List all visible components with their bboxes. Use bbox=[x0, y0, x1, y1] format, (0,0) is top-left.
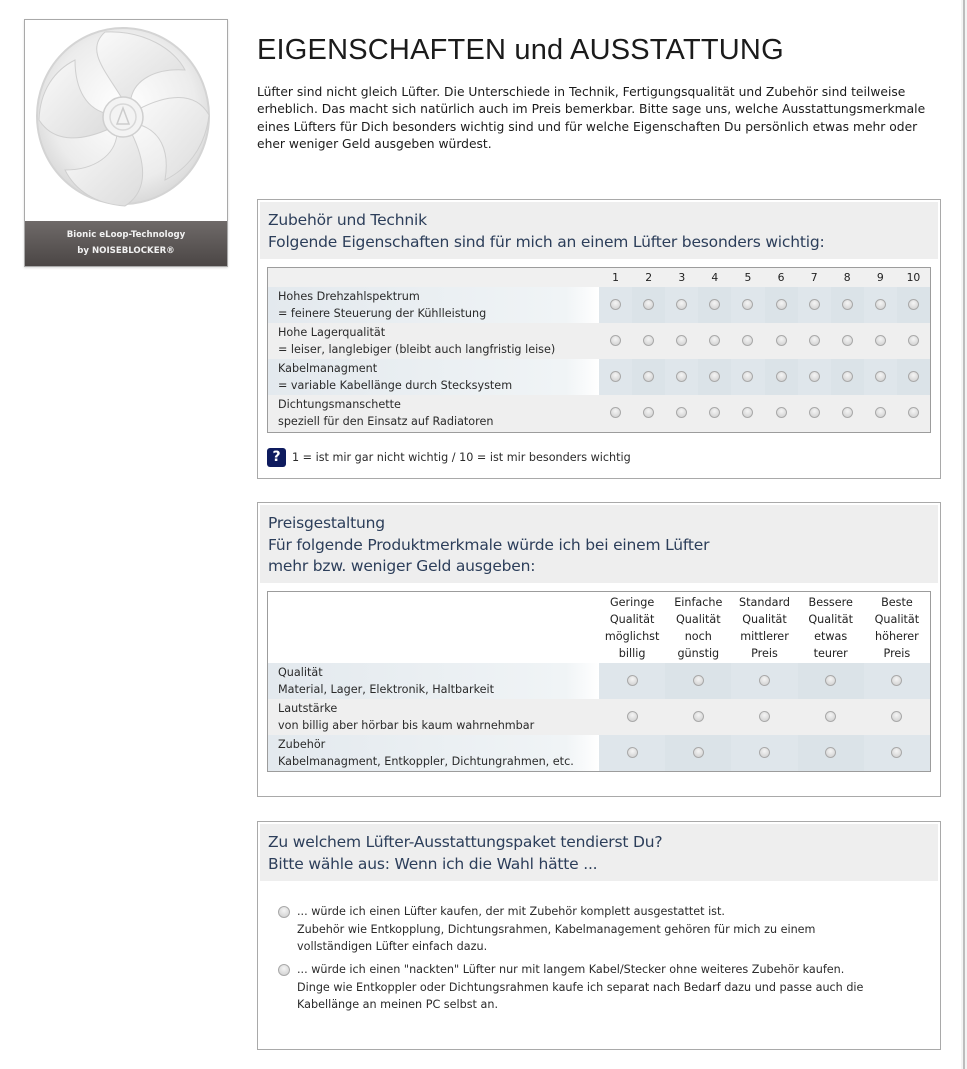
radio-rating-6[interactable] bbox=[776, 299, 787, 310]
rating-cell[interactable] bbox=[864, 287, 897, 323]
column-header-line: Preis bbox=[751, 646, 778, 660]
column-header-7: 7 bbox=[810, 271, 818, 284]
radio-rating-9[interactable] bbox=[875, 407, 886, 418]
rating-cell[interactable] bbox=[665, 359, 698, 395]
price-cell[interactable] bbox=[665, 663, 731, 699]
column-header-line: Preis bbox=[883, 646, 911, 660]
radio-price-option[interactable] bbox=[693, 711, 704, 722]
section-preisgestaltung bbox=[257, 502, 941, 797]
price-cell[interactable] bbox=[665, 735, 731, 771]
column-header-line: Qualität bbox=[676, 612, 721, 626]
row-label bbox=[268, 287, 599, 323]
rating-cell[interactable] bbox=[698, 287, 731, 323]
row-title: Kabelmanagment bbox=[278, 361, 378, 375]
row-title: Qualität bbox=[278, 665, 323, 679]
row-label bbox=[268, 699, 599, 735]
column-header bbox=[731, 592, 797, 663]
rating-cell[interactable] bbox=[731, 359, 764, 395]
column-header-line: Qualität bbox=[808, 612, 853, 626]
rating-cell[interactable] bbox=[599, 359, 632, 395]
rating-cell[interactable] bbox=[698, 395, 731, 431]
row-label bbox=[268, 735, 599, 771]
column-header-line: Standard bbox=[739, 595, 790, 609]
help-icon[interactable]: ? bbox=[267, 448, 286, 467]
section-heading bbox=[260, 824, 938, 881]
rating-cell[interactable] bbox=[798, 359, 831, 395]
column-header-line: Qualität bbox=[609, 612, 655, 626]
radio-price-option[interactable] bbox=[759, 675, 770, 686]
rating-cell[interactable] bbox=[897, 359, 930, 395]
price-cell[interactable] bbox=[798, 735, 864, 771]
radio-rating-4[interactable] bbox=[709, 335, 720, 346]
column-header-5: 5 bbox=[744, 271, 752, 284]
radio-price-option[interactable] bbox=[891, 747, 902, 758]
row-subtitle: = variable Kabellänge durch Stecksystem bbox=[278, 379, 513, 392]
rating-cell[interactable] bbox=[864, 323, 897, 359]
radio-rating-1[interactable] bbox=[610, 299, 621, 310]
window-scrollbar[interactable] bbox=[961, 0, 967, 1069]
radio-rating-5[interactable] bbox=[742, 407, 753, 418]
column-header-line: günstig bbox=[677, 646, 720, 660]
column-header-line: mittlerer bbox=[740, 629, 789, 643]
table-row bbox=[268, 663, 930, 699]
radio-price-option[interactable] bbox=[891, 675, 902, 686]
radio-price-option[interactable] bbox=[627, 711, 638, 722]
option-text-line2: Zubehör wie Entkopplung, Dichtungsrahmen, Kabelmanagement gehören für mich zu einem vollständigen Lüfter einfach dazu. bbox=[297, 922, 816, 953]
package-option-naked[interactable] bbox=[278, 961, 867, 1014]
column-header-10: 10 bbox=[906, 271, 921, 284]
radio-rating-6[interactable] bbox=[776, 407, 787, 418]
table-row bbox=[268, 287, 930, 323]
rating-cell[interactable] bbox=[632, 287, 665, 323]
price-cell[interactable] bbox=[864, 735, 930, 771]
importance-matrix bbox=[267, 267, 931, 433]
section-question: Folgende Eigenschaften sind für mich an einem Lüfter besonders wichtig: bbox=[268, 232, 825, 251]
radio-rating-7[interactable] bbox=[809, 299, 820, 310]
price-cell[interactable] bbox=[731, 663, 797, 699]
rating-cell[interactable] bbox=[864, 359, 897, 395]
radio-price-option[interactable] bbox=[627, 675, 638, 686]
radio-rating-10[interactable] bbox=[908, 371, 919, 382]
section-heading bbox=[260, 202, 938, 259]
radio-rating-5[interactable] bbox=[742, 371, 753, 382]
price-matrix bbox=[267, 591, 931, 772]
option-text: ... würde ich einen "nackten" Lüfter nur mit langem Kabel/Stecker ohne weiteres Zubehör kaufen. Dinge wie Entkoppler oder Dichtungsrahmen kaufe ich separat nach Bedarf dazu und passe auch die Kabellänge an meinen PC selbst an. bbox=[297, 963, 864, 1011]
price-cell[interactable] bbox=[798, 663, 864, 699]
promo-caption bbox=[25, 221, 227, 266]
price-cell[interactable] bbox=[798, 699, 864, 735]
radio-rating-3[interactable] bbox=[676, 371, 687, 382]
intro-text: Lüfter sind nicht gleich Lüfter. Die Unterschiede in Technik, Fertigungsqualität und Zubehör sind teilweise erheblich. Das macht sich natürlich auch im Preis bemerkbar. Bitte sage uns, welche Ausstattungsmerkmale eines Lüfters für Dich besonders wichtig sind und für welche Eigenschaften Du persönlich etwas mehr oder eher weniger Geld ausgeben würdest. bbox=[257, 85, 926, 152]
column-header bbox=[665, 592, 731, 663]
radio-price-option[interactable] bbox=[693, 747, 704, 758]
radio-rating-1[interactable] bbox=[610, 335, 621, 346]
table-row bbox=[268, 323, 930, 359]
column-header-9: 9 bbox=[876, 271, 884, 284]
rating-cell[interactable] bbox=[831, 287, 864, 323]
table-row bbox=[268, 395, 930, 431]
radio-rating-3[interactable] bbox=[676, 299, 687, 310]
radio-rating-10[interactable] bbox=[908, 335, 919, 346]
row-title: Zubehör bbox=[278, 737, 326, 751]
section-heading bbox=[260, 505, 938, 583]
column-header-line: höherer bbox=[875, 629, 919, 643]
page-title: EIGENSCHAFTEN und AUSSTATTUNG bbox=[257, 34, 784, 66]
promo-caption-line1: Bionic eLoop-Technology bbox=[66, 230, 186, 240]
section-zubehoer-technik bbox=[257, 199, 941, 479]
radio-rating-6[interactable] bbox=[776, 335, 787, 346]
section-title: Zu welchem Lüfter-Ausstattungspaket tendierst Du? bbox=[268, 833, 663, 851]
scale-hint bbox=[267, 448, 631, 467]
radio-button[interactable] bbox=[278, 964, 290, 976]
price-cell[interactable] bbox=[599, 699, 665, 735]
rating-cell[interactable] bbox=[831, 395, 864, 431]
radio-rating-9[interactable] bbox=[875, 371, 886, 382]
column-header-line: billig bbox=[618, 646, 646, 660]
column-header-4: 4 bbox=[711, 271, 719, 284]
radio-rating-8[interactable] bbox=[842, 371, 853, 382]
column-header-2: 2 bbox=[645, 271, 653, 284]
radio-button[interactable] bbox=[278, 906, 290, 918]
rating-cell[interactable] bbox=[731, 395, 764, 431]
rating-cell[interactable] bbox=[665, 395, 698, 431]
matrix-corner bbox=[268, 268, 599, 287]
radio-price-option[interactable] bbox=[759, 711, 770, 722]
fan-icon bbox=[25, 20, 227, 221]
price-cell[interactable] bbox=[731, 735, 797, 771]
rating-cell[interactable] bbox=[599, 287, 632, 323]
radio-price-option[interactable] bbox=[759, 747, 770, 758]
promo-caption-line2: by NOISEBLOCKER® bbox=[77, 246, 175, 256]
section-question: Bitte wähle aus: Wenn ich die Wahl hätte ... bbox=[268, 854, 598, 873]
radio-rating-7[interactable] bbox=[809, 335, 820, 346]
radio-rating-6[interactable] bbox=[776, 371, 787, 382]
rating-cell[interactable] bbox=[698, 359, 731, 395]
row-label bbox=[268, 359, 599, 395]
row-label bbox=[268, 395, 599, 431]
promo-card bbox=[24, 19, 228, 267]
radio-rating-5[interactable] bbox=[742, 299, 753, 310]
rating-cell[interactable] bbox=[632, 359, 665, 395]
rating-cell[interactable] bbox=[731, 287, 764, 323]
column-header bbox=[864, 592, 930, 663]
row-subtitle: speziell für den Einsatz auf Radiatoren bbox=[278, 415, 494, 428]
radio-rating-1[interactable] bbox=[610, 371, 621, 382]
rating-cell[interactable] bbox=[798, 395, 831, 431]
row-subtitle: von billig aber hörbar bis kaum wahrnehmbar bbox=[278, 719, 535, 732]
radio-rating-2[interactable] bbox=[643, 335, 654, 346]
radio-rating-1[interactable] bbox=[610, 407, 621, 418]
rating-cell[interactable] bbox=[632, 323, 665, 359]
column-header-line: Qualität bbox=[742, 612, 787, 626]
radio-price-option[interactable] bbox=[693, 675, 704, 686]
column-header-line: teurer bbox=[813, 646, 848, 660]
radio-price-option[interactable] bbox=[825, 747, 836, 758]
fan-image bbox=[25, 20, 227, 221]
column-header-6: 6 bbox=[777, 271, 785, 284]
rating-cell[interactable] bbox=[765, 287, 798, 323]
table-row bbox=[268, 735, 930, 771]
row-subtitle: Kabelmanagment, Entkoppler, Dichtungrahmen, etc. bbox=[278, 755, 574, 768]
column-header-1: 1 bbox=[612, 271, 620, 284]
row-label bbox=[268, 663, 599, 699]
radio-rating-9[interactable] bbox=[875, 299, 886, 310]
section-ausstattungspaket bbox=[257, 821, 941, 1050]
column-header-line: Bessere bbox=[808, 595, 853, 609]
radio-price-option[interactable] bbox=[627, 747, 638, 758]
row-subtitle: Material, Lager, Elektronik, Haltbarkeit bbox=[278, 683, 495, 696]
rating-cell[interactable] bbox=[599, 395, 632, 431]
table-row bbox=[268, 359, 930, 395]
radio-rating-10[interactable] bbox=[908, 299, 919, 310]
radio-rating-2[interactable] bbox=[643, 299, 654, 310]
column-header-line: Qualität bbox=[874, 612, 920, 626]
option-text-line1: ... würde ich einen Lüfter kaufen, der mit Zubehör komplett ausgestattet ist. bbox=[297, 905, 725, 918]
rating-cell[interactable] bbox=[765, 323, 798, 359]
radio-rating-7[interactable] bbox=[809, 407, 820, 418]
row-subtitle: = feinere Steuerung der Kühlleistung bbox=[278, 307, 487, 320]
section-question-line1: Für folgende Produktmerkmale würde ich bei einem Lüfter bbox=[268, 535, 710, 554]
rating-cell[interactable] bbox=[864, 395, 897, 431]
table-row bbox=[268, 699, 930, 735]
radio-rating-10[interactable] bbox=[908, 407, 919, 418]
section-question-line2: mehr bzw. weniger Geld ausgeben: bbox=[268, 557, 536, 575]
radio-rating-4[interactable] bbox=[709, 299, 720, 310]
radio-rating-2[interactable] bbox=[643, 371, 654, 382]
section-title: Zubehör und Technik bbox=[268, 211, 427, 229]
rating-cell[interactable] bbox=[765, 359, 798, 395]
column-header bbox=[599, 592, 665, 663]
radio-price-option[interactable] bbox=[825, 711, 836, 722]
row-label bbox=[268, 323, 599, 359]
column-header-line: noch bbox=[684, 629, 712, 643]
rating-cell[interactable] bbox=[798, 287, 831, 323]
column-header-3: 3 bbox=[678, 271, 686, 284]
package-option-complete[interactable] bbox=[278, 903, 867, 956]
scale-hint-text: 1 = ist mir gar nicht wichtig / 10 = ist mir besonders wichtig bbox=[292, 451, 631, 464]
row-title: Lautstärke bbox=[278, 701, 338, 715]
radio-rating-2[interactable] bbox=[643, 407, 654, 418]
radio-price-option[interactable] bbox=[891, 711, 902, 722]
rating-cell[interactable] bbox=[632, 395, 665, 431]
radio-rating-8[interactable] bbox=[842, 299, 853, 310]
column-header bbox=[798, 592, 864, 663]
row-title: Dichtungsmanschette bbox=[278, 397, 401, 411]
price-cell[interactable] bbox=[731, 699, 797, 735]
rating-cell[interactable] bbox=[897, 395, 930, 431]
rating-cell[interactable] bbox=[831, 323, 864, 359]
rating-cell[interactable] bbox=[731, 323, 764, 359]
row-subtitle: = leiser, langlebiger (bleibt auch langfristig leise) bbox=[278, 343, 556, 356]
radio-rating-3[interactable] bbox=[676, 335, 687, 346]
radio-rating-4[interactable] bbox=[709, 371, 720, 382]
rating-cell[interactable] bbox=[665, 287, 698, 323]
price-cell[interactable] bbox=[864, 699, 930, 735]
matrix-corner bbox=[268, 592, 599, 663]
price-cell[interactable] bbox=[599, 735, 665, 771]
rating-cell[interactable] bbox=[897, 287, 930, 323]
column-header-8: 8 bbox=[843, 271, 851, 284]
rating-cell[interactable] bbox=[665, 323, 698, 359]
rating-cell[interactable] bbox=[798, 323, 831, 359]
column-header-line: Geringe bbox=[609, 595, 655, 609]
radio-rating-5[interactable] bbox=[742, 335, 753, 346]
radio-rating-9[interactable] bbox=[875, 335, 886, 346]
price-cell[interactable] bbox=[864, 663, 930, 699]
column-header-line: möglichst bbox=[604, 629, 660, 643]
section-title: Preisgestaltung bbox=[268, 514, 385, 532]
radio-rating-8[interactable] bbox=[842, 335, 853, 346]
rating-cell[interactable] bbox=[698, 323, 731, 359]
price-cell[interactable] bbox=[665, 699, 731, 735]
rating-cell[interactable] bbox=[831, 359, 864, 395]
price-cell[interactable] bbox=[599, 663, 665, 699]
rating-cell[interactable] bbox=[897, 323, 930, 359]
radio-rating-7[interactable] bbox=[809, 371, 820, 382]
column-header-line: etwas bbox=[814, 629, 848, 643]
column-header-line: Einfache bbox=[674, 595, 723, 609]
radio-price-option[interactable] bbox=[825, 675, 836, 686]
radio-rating-3[interactable] bbox=[676, 407, 687, 418]
rating-cell[interactable] bbox=[599, 323, 632, 359]
rating-cell[interactable] bbox=[765, 395, 798, 431]
row-title: Hohe Lagerqualität bbox=[278, 325, 386, 339]
radio-rating-8[interactable] bbox=[842, 407, 853, 418]
column-header-line: Beste bbox=[881, 595, 913, 609]
row-title: Hohes Drehzahlspektrum bbox=[278, 289, 420, 303]
radio-rating-4[interactable] bbox=[709, 407, 720, 418]
